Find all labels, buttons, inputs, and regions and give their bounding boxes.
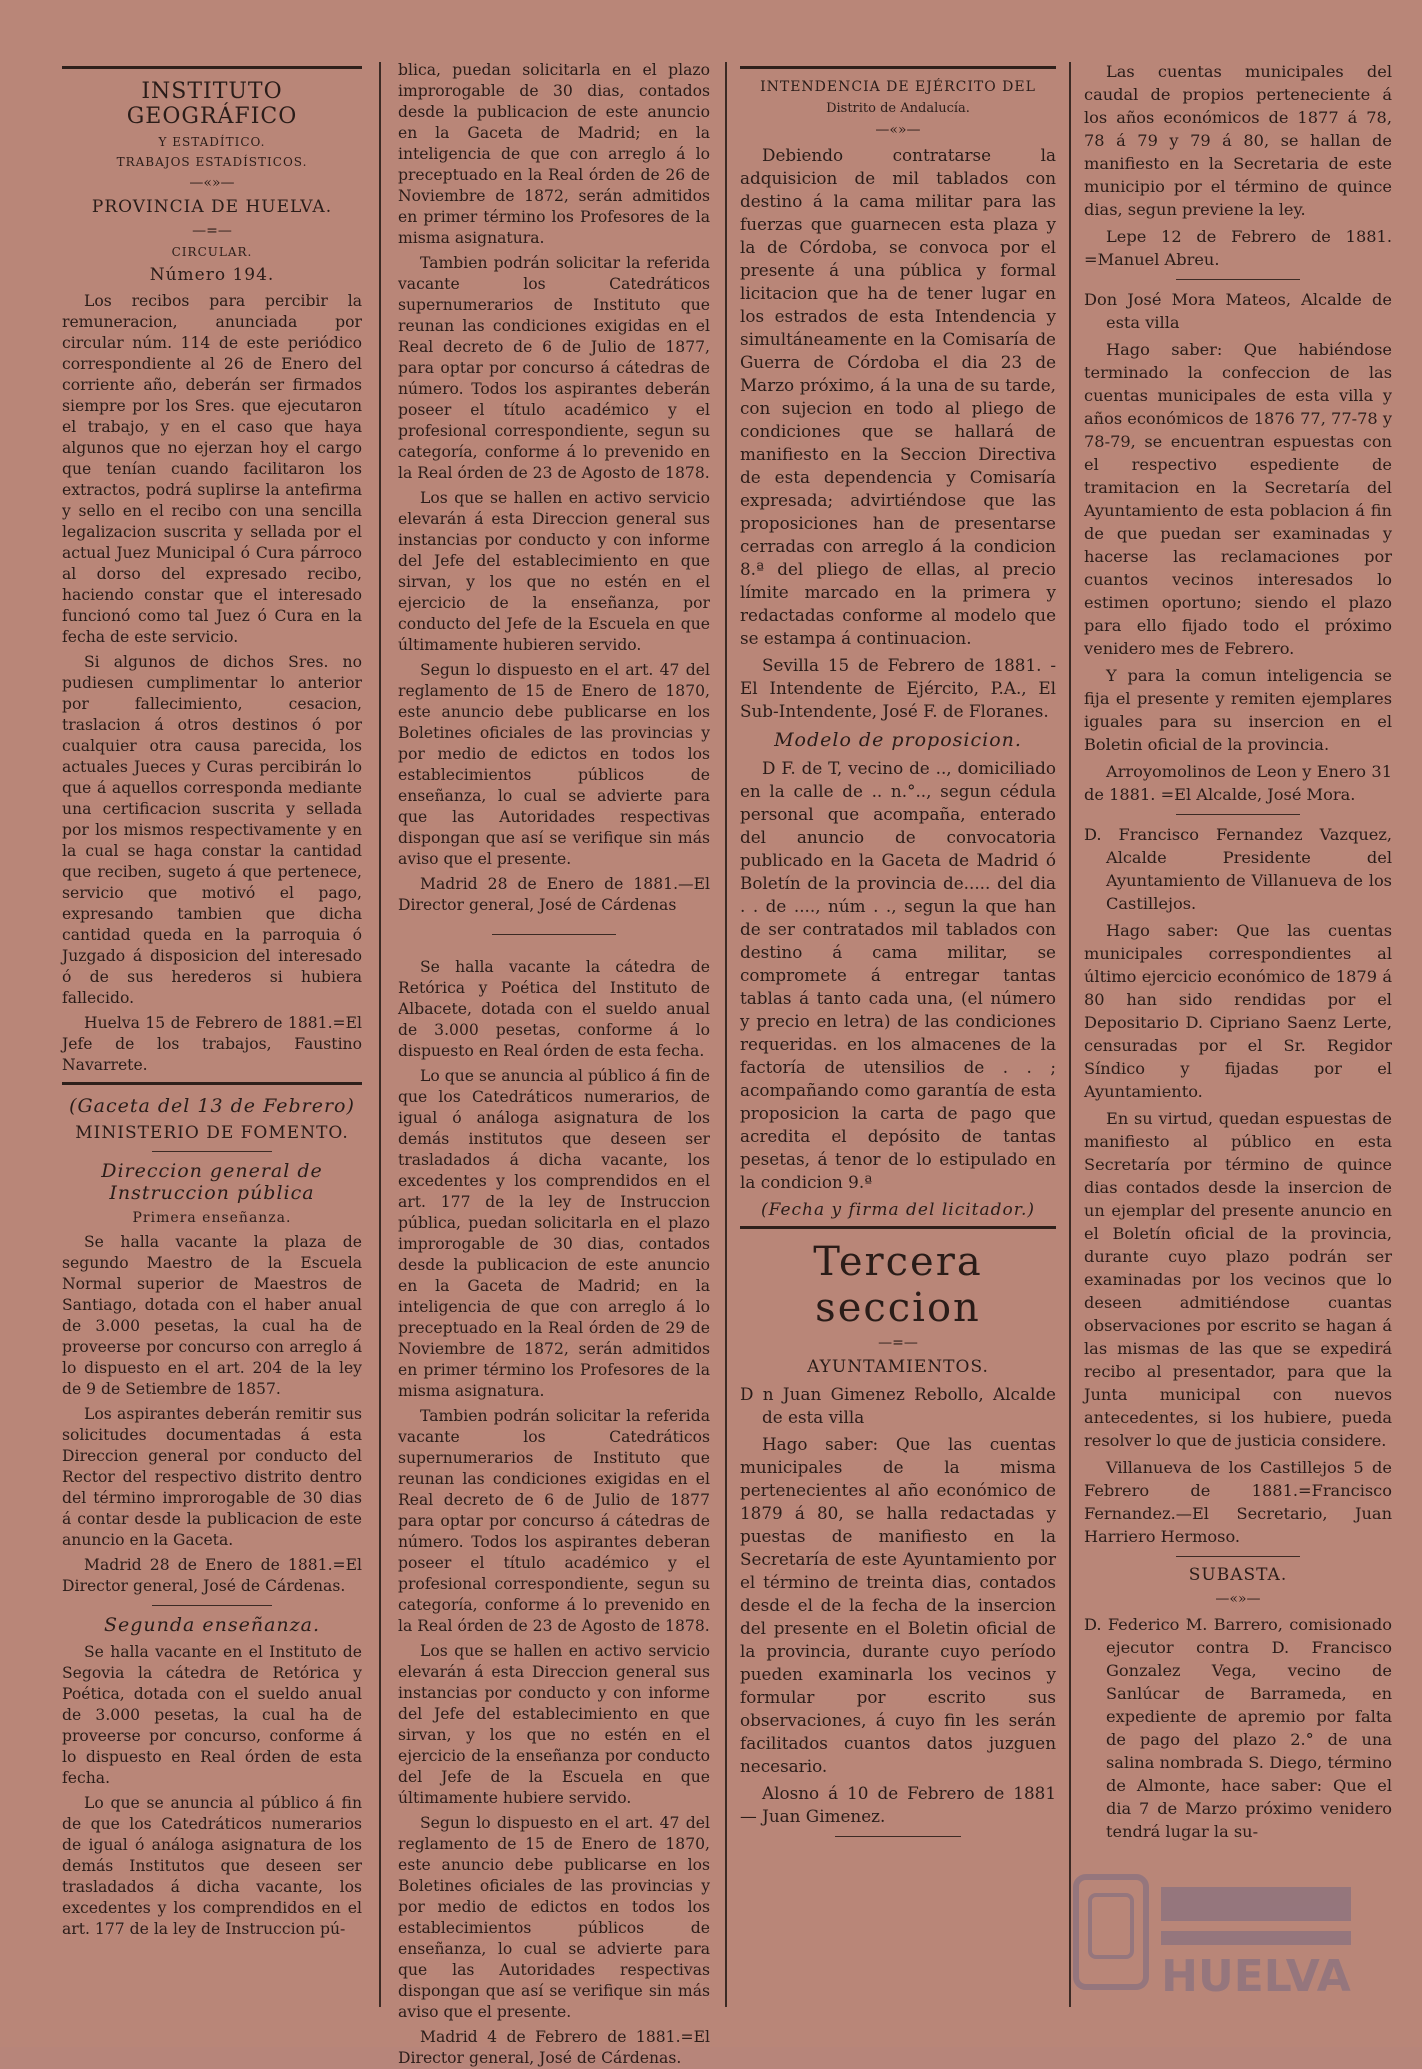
column-rule [1069, 62, 1071, 2007]
divider [1176, 1556, 1299, 1557]
stamp-label: HUELVA [1161, 1951, 1351, 2002]
paragraph: Hago saber: Que las cuentas municipales correspondientes al último ejercicio económico de 1879 á 80 han sido rendidas por el Depositario D. Cipriano Saenz Lerte, censuradas por el Sr. Regidor Síndico y fijadas por el Ayuntamiento. [1084, 921, 1392, 1101]
signature: Madrid 28 de Enero de 1881.—El Director general, José de Cárdenas [398, 875, 710, 914]
section-heading: INTENDENCIA DE EJÉRCITO DEL [760, 79, 1036, 95]
paragraph: Hago saber: Que las cuentas municipales de la misma pertenecientes al año económico de 1879 á 80, se halla redactadas y puestas de manifiesto en la Secretaría de este Ayuntamiento por el término de treinta dias, contados desde el de la fecha de la insercion del presente en el Boletin oficial de la provincia, durante cuyo período pueden examinarla los vecinos y formular por escrito sus observaciones, á cuyo fin les serán facilitados cuantos datos juzguen necesario. [740, 1434, 1056, 1776]
subsection-heading: Primera enseñanza. [132, 1210, 292, 1226]
section-title: Tercera seccion [813, 1239, 983, 1331]
paragraph: Se halla vacante en el Instituto de Segovia la cátedra de Retórica y Poética, dotada con el sueldo anual de 3.000 pesetas, la cual ha de proveerse por concurso, conforme á lo dispuesto en Real órden de esta fecha. [62, 1643, 362, 1787]
paragraph: Debiendo contratarse la adquisicion de mil tablados con destino á la cama militar para las fuerzas que guarnecen esta plaza y la de Córdoba, se convoca por el presente á una pública y formal licitacion que ha de tener lugar en los estrados de esta Intendencia y simultáneamente en la Comisaría de Guerra de Córdoba el dia 23 de Marzo próximo, á la una de su tarde, con sujecion en todo al pliego de condiciones que se hallará de manifiesto en la Seccion Directiva de esta dependencia y Comisaría expresada; advirtiéndose que las proposiciones han de presentarse cerradas con arreglo á la condicion 8.ª del pliego de ellas, al precio límite marcado en la primera y redactadas conforme al modelo que se estampa á continuacion. [740, 145, 1056, 648]
circular-heading: CIRCULAR. [171, 245, 253, 259]
signature: Madrid 4 de Febrero de 1881.=El Director general, José de Cárdenas. [398, 2028, 710, 2067]
paragraph: Se halla vacante la cátedra de Retórica y Poética del Instituto de Albacete, dotada con el sueldo anual de 3.000 pesetas, conforme á lo dispuesto en Real órden de esta fecha. [398, 958, 710, 1060]
signature: Villanueva de los Castillejos 5 de Febrero de 1881.=Francisco Fernandez.—El Secretario, Juan Harriero Hermoso. [1084, 1458, 1392, 1546]
separator: —«»— [189, 175, 235, 191]
paragraph: Se halla vacante la plaza de segundo Maestro de la Escuela Normal superior de Maestros de Santiago, dotada con el haber anual de 3.000 pesetas, la cual ha de proveerse por concurso con arreglo á lo dispuesto en el art. 204 de la ley de 9 de Setiembre de 1857. [62, 1233, 362, 1398]
section-rule [740, 1226, 1056, 1229]
column-4 [1084, 60, 1392, 2007]
paragraph: En su virtud, quedan espuestas de manifiesto al público en esta Secretaría por término de quince dias contados desde la insercion de un ejemplar del presente anuncio en el Boletín oficial de la provincia, durante cuyo plazo podrán ser examinadas por los vecinos que lo deseen admitiéndose cuantas observaciones por escrito se hagan á las mismas de las que se expedirá recibo al presentador, para que la Junta municipal con nuevos antecedentes, si los hubiere, pueda resolver lo que de justicia considere. [1084, 1109, 1392, 1450]
paragraph: Y para la comun inteligencia se fija el presente y remiten ejemplares iguales para su insercion en el Boletin oficial de la provincia. [1084, 666, 1392, 754]
signature: Madrid 28 de Enero de 1881.=El Director general, José de Cárdenas. [62, 1556, 362, 1595]
column-rule [379, 62, 381, 2007]
section-heading: TRABAJOS ESTADÍSTICOS. [116, 155, 308, 169]
section-rule [62, 1082, 362, 1085]
gaceta-heading: (Gaceta del 13 de Febrero) [69, 1095, 355, 1117]
column-2 [398, 60, 710, 2067]
divider [152, 1605, 272, 1606]
divider [152, 1151, 272, 1152]
paragraph: Los aspirantes deberán remitir sus solicitudes documentadas á esta Direccion general por conducto del Rector del respectivo distrito dentro del término improrogable de 30 dias á contar desde la publicacion de este anuncio en la Gaceta. [62, 1405, 362, 1549]
signature: Lepe 12 de Febrero de 1881. =Manuel Abreu. [1084, 227, 1392, 269]
column-1 [62, 60, 362, 2007]
section-title: INSTITUTO GEOGRÁFICO [126, 79, 298, 129]
ministry-heading: MINISTERIO DE FOMENTO. [75, 1123, 349, 1143]
divider [1176, 279, 1299, 280]
signature-note: (Fecha y firma del licitador.) [760, 1200, 1036, 1220]
paragraph: Lo que se anuncia al público á fin de que los Catedráticos numerarios, de igual ó análoga asignatura de los demás institutos que deseen ser trasladados á dicha vacante, los excedentes y los comprendidos en el art. 177 de la ley de Instruccion pública, puedan solicitarla en el plazo improrogable de 30 dias, contados desde la publicacion de este anuncio en la Gaceta de Madrid; en la inteligencia de que con arreglo á lo preceptuado en la Real órden de 29 de Noviembre de 1872, serán admitidos en primer término los Profesores de la misma asignatura. [398, 1067, 710, 1400]
paragraph: Los que se hallen en activo servicio elevarán á esta Direccion general sus instancias por conducto y con informe del Jefe del establecimiento en que sirvan, y los que no estén en el ejercicio de la enseñanza por conducto del Jefe de la Escuela en que últimamente hubiere servido. [398, 1642, 710, 1807]
divider [835, 1836, 961, 1837]
notice-author: Don José Mora Mateos, Alcalde de esta villa [1084, 290, 1392, 332]
paragraph: Tambien podrán solicitar la referida vacante los Catedráticos supernumerarios de Instituto que reunan las condiciones exigidas en el Real decreto de 6 de Julio de 1877 para optar por concurso á cátedras de número. Todos los aspirantes deberan poseer el título académico y el profesional correspondiente, segun su categoría, conforme á lo prevenido en la Real órden de 23 de Agosto de 1878. [398, 1407, 710, 1635]
paragraph: blica, puedan solicitarla en el plazo improrogable de 30 dias, contados desde la publicacion de este anuncio en la Gaceta de Madrid; en la inteligencia de que con arreglo á lo preceptuado en la Real órden de 26 de Noviembre de 1872, serán admitidos en primer término los Profesores de la misma asignatura. [398, 61, 710, 247]
column-3 [740, 60, 1056, 2007]
paragraph: Tambien podrán solicitar la referida vacante los Catedráticos supernumerarios de Instituto que reunan las condiciones exigidas en el Real decreto de 6 de Julio de 1877, para optar por concurso á cátedras de número. Todos los aspirantes deberán poseer el título académico y el profesional correspondiente, segun su categoría, conforme á lo prevenido en la Real órden de 23 de Agosto de 1878. [398, 254, 710, 482]
province-heading: PROVINCIA DE HUELVA. [91, 197, 333, 217]
circular-number: Número 194. [149, 265, 275, 285]
divider [1176, 814, 1299, 815]
model-heading: Modelo de proposicion. [774, 729, 1022, 751]
paragraph: Segun lo dispuesto en el art. 47 del reglamento de 15 de Enero de 1870, este anuncio debe publicarse en los Boletines oficiales de las provincias y por medio de edictos en todos los establecimientos públicos de enseñanza, lo cual se advierte para que las Autoridades respectivas dispongan que así se verifique sin más aviso que el presente. [398, 1814, 710, 2021]
paragraph: Los que se hallen en activo servicio elevarán á esta Direccion general sus instancias por conducto y con informe del Jefe del establecimiento en que sirvan, y los que no estén en el ejercicio de la enseñanza, por conducto del Jefe de la Escuela en que últimamente hubieren servido. [398, 489, 710, 654]
direction-heading: Direccion general de Instruccion pública [101, 1160, 323, 1204]
top-rule [62, 66, 362, 69]
paragraph: Segun lo dispuesto en el art. 47 del reglamento de 15 de Enero de 1870, este anuncio debe publicarse en los Boletines oficiales de las provincias y por medio de edictos en todos los establecimientos públicos de enseñanza, lo cual se advierte para que las Autoridades respectivas dispongan que así se verifique sin más aviso que el presente. [398, 661, 710, 868]
notice-author: D. Federico M. Barrero, comisionado ejecutor contra D. Francisco Gonzalez Vega, vecino de Sanlúcar de Barrameda, en expediente de apremio por falta de pago del plazo 2.° de una salina nombrada S. Diego, término de Almonte, hace saber: Que el dia 7 de Marzo próximo venidero tendrá lugar la su- [1084, 1615, 1392, 1841]
signature: Sevilla 15 de Febrero de 1881. - El Intendente de Ejército, P.A., El Sub-Intendente, José F. de Floranes. [740, 655, 1056, 721]
section-subheading: Distrito de Andalucía. [826, 101, 970, 116]
subsection-heading: Segunda enseñanza. [103, 1614, 321, 1636]
separator: —=— [192, 223, 232, 239]
notice-author: D. Francisco Fernandez Vazquez, Alcalde Presidente del Ayuntamiento de Villanueva de los Castillejos. [1084, 825, 1392, 913]
signature: Huelva 15 de Febrero de 1881.=El Jefe de los trabajos, Faustino Navarrete. [62, 1014, 362, 1074]
paragraph: Los recibos para percibir la remuneracion, anunciada por circular núm. 114 de este periódico correspondiente al 26 de Enero del corriente año, deberán ser firmados siempre por los Sres. que ejecutaron el trabajo, y en el caso que haya algunos que no ejerzan hoy el cargo que tenían cuando facilitaron los extractos, podrá suplirse la antefirma y sello en el recibo con una sencilla legalizacion suscrita y sellada por el actual Juez Municipal ó Cura párroco al dorso del expresado recibo, haciendo constar que el interesado funcionó como tal Juez ó Cura en la fecha de este servicio. [62, 292, 362, 646]
separator: —=— [878, 1335, 918, 1351]
notice-author: D n Juan Gimenez Rebollo, Alcalde de esta villa [740, 1384, 1056, 1427]
divider [492, 934, 617, 935]
column-rule [725, 62, 727, 2007]
signature: Alosno á 10 de Febrero de 1881 — Juan Gimenez. [740, 1783, 1056, 1826]
paragraph: Las cuentas municipales del caudal de propios perteneciente á los años económicos de 1877 á 78, 78 á 79 y 79 á 80, se hallan de manifiesto en la Secretaria de este municipio por el término de quince dias, segun previene la ley. [1084, 62, 1392, 219]
watermark-stamp-icon [1066, 1867, 1366, 2007]
section-subtitle: Y ESTADÍTICO. [158, 135, 266, 149]
signature: Arroyomolinos de Leon y Enero 31 de 1881. =El Alcalde, José Mora. [1084, 762, 1392, 804]
subasta-heading: SUBASTA. [1188, 1565, 1288, 1585]
paragraph: D F. de T, vecino de .., domiciliado en la calle de .. n.°.., segun cédula personal que acompaña, enterado del anuncio de convocatoria publicado en la Gaceta de Madrid ó Boletín de la provincia de..... del dia . . de ...., núm . ., segun la que han de ser contratados mil tablados con destino á cama militar, se compromete á entregar tantas tablas á tanto cada una, (el número y precio en letra) de las condiciones requeridas. en los almacenes de la factoría de utensilios de . . ; acompañando como garantía de esta proposicion la carta de pago que acredita el depósito de tantas pesetas, á tenor de lo estipulado en la condicion 9.ª [740, 758, 1056, 1192]
ayuntamientos-heading: AYUNTAMIENTOS. [807, 1357, 989, 1377]
paragraph: Si algunos de dichos Sres. no pudiesen cumplimentar lo anterior por fallecimiento, cesacion, traslacion á otros destinos ó por cualquier otra causa parecida, los actuales Jueces y Curas percibirán lo que á aquellos corresponda mediante una certificacion suscrita y sellada por los mismos respectivamente y en la cual se haga constar la cantidad que reciben, sugeto á que pertenece, servicio que motivó el pago, expresando tambien que dicha cantidad queda en la parroquia ó Juzgado á disposicion del interesado ó de sus herederos si hubiera fallecido. [62, 653, 362, 1007]
top-rule [740, 66, 1056, 69]
separator: —«»— [1215, 1591, 1261, 1607]
paragraph: Hago saber: Que habiéndose terminado la confeccion de las cuentas municipales de esta villa y años económicos de 1876 77, 77-78 y 78-79, se encuentran espuestas con el respectivo espediente de tramitacion en la Secretaría del Ayuntamiento de esta poblacion á fin de que puedan ser examinadas y hacerse las reclamaciones por cuantos vecinos interesados lo estimen oportuno; siendo el plazo para ello fijado todo el próximo venidero mes de Febrero. [1084, 340, 1392, 658]
paragraph: Lo que se anuncia al público á fin de que los Catedráticos numerarios de igual ó análoga asignatura de los demás Institutos que deseen ser trasladados á dicha vacante, los excedentes y los comprendidos en el art. 177 de la ley de Instruccion pú- [62, 1794, 362, 1938]
separator: —«»— [875, 122, 921, 138]
